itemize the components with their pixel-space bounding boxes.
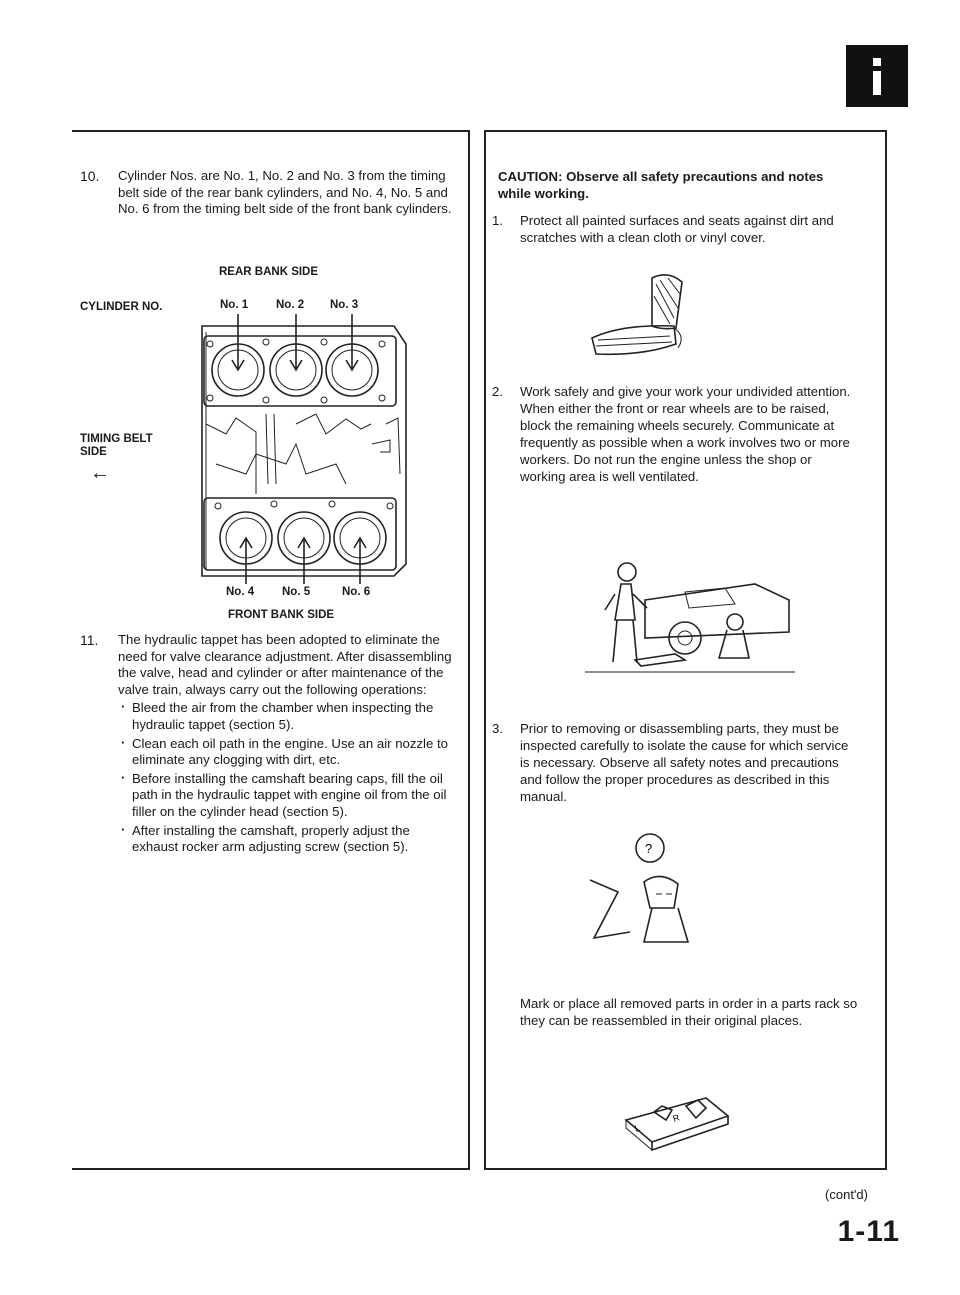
timing-belt-label: TIMING BELT xyxy=(80,433,153,445)
section-badge xyxy=(846,45,908,107)
right-step-2 xyxy=(492,383,858,485)
cyl-label-no1: No. 1 xyxy=(220,299,249,311)
right-step-3 xyxy=(492,720,858,805)
left-frame-edge xyxy=(468,130,470,1170)
step-text: The hydraulic tappet has been adopted to eliminate the need for valve clearance adjustment. After disassembling the valve, head and cylinder or after maintenance of the valve train, always carry out the following operations: xyxy=(118,632,452,697)
left-column xyxy=(80,168,458,218)
cylinder-no-label: CYLINDER NO. xyxy=(80,301,163,313)
mark-parts-note: Mark or place all removed parts in order in a parts rack so they can be reassembled in their original places. xyxy=(520,996,858,1028)
engine-block-diagram xyxy=(196,314,412,584)
right-column xyxy=(492,168,858,246)
caution-note: CAUTION: Observe all safety precautions and notes while working. xyxy=(498,169,824,201)
step-3 xyxy=(492,720,858,805)
continued-label: (cont'd) xyxy=(825,1187,868,1202)
question-mark-icon: ? xyxy=(645,841,653,856)
rack-label-r: R xyxy=(671,1112,681,1124)
left-top-rule xyxy=(72,130,470,132)
right-frame-left xyxy=(484,130,486,1170)
right-bottom-rule xyxy=(484,1168,887,1170)
right-top-rule xyxy=(484,130,887,132)
car-jack-illustration xyxy=(585,560,795,678)
rear-bank-label: REAR BANK SIDE xyxy=(219,266,319,278)
step-number: 2. xyxy=(492,384,503,399)
front-bank-label: FRONT BANK SIDE xyxy=(228,609,335,621)
list-item: · Clean each oil path in the engine. Use an air nozzle to eliminate any clogging with dirt, etc. xyxy=(118,736,458,769)
step-11 xyxy=(80,632,458,856)
step-number: 11. xyxy=(80,632,99,648)
cyl-label-no4: No. 4 xyxy=(226,586,255,598)
step-text: Protect all painted surfaces and seats against dirt and scratches with a clean cloth or vinyl cover. xyxy=(520,213,834,245)
cyl-label-no3: No. 3 xyxy=(330,299,359,311)
direction-arrow-icon: ← xyxy=(90,462,110,484)
parts-rack-illustration xyxy=(622,1090,732,1154)
seat-cover-illustration xyxy=(582,268,712,368)
right-frame-right xyxy=(885,130,887,1170)
left-bottom-rule xyxy=(72,1168,470,1170)
list-item: · After installing the camshaft, properly adjust the exhaust rocker arm adjusting screw (section 5). xyxy=(118,823,458,856)
step-number: 3. xyxy=(492,721,503,736)
step-1 xyxy=(492,212,858,246)
step-text: Prior to removing or disassembling parts, they must be inspected carefully to isolate the cause for which service is necessary. Observe all safety notes and precautions and follow the proper procedures as described in this manual. xyxy=(520,721,849,804)
mechanic-question-illustration xyxy=(590,832,740,964)
rack-label-l: L xyxy=(633,1122,642,1134)
list-item: · Before installing the camshaft bearing caps, fill the oil path in the hydraulic tappet with engine oil from the oil filler on the cylinder head (section 5). xyxy=(118,771,458,821)
cyl-label-no2: No. 2 xyxy=(276,299,305,311)
step-number: 1. xyxy=(492,213,503,228)
bullet-list xyxy=(118,700,458,855)
cyl-label-no5: No. 5 xyxy=(282,586,311,598)
step-text: Cylinder Nos. are No. 1, No. 2 and No. 3 from the timing belt side of the rear bank cylinders, and No. 4, No. 5 and No. 6 from the timing belt side of the front bank cylinders. xyxy=(118,168,452,217)
left-column-lower xyxy=(80,632,458,858)
page-number: 1-11 xyxy=(837,1215,900,1248)
list-item: · Bleed the air from the chamber when inspecting the hydraulic tappet (section 5). xyxy=(118,700,458,733)
step-number: 10. xyxy=(80,168,100,184)
step-10 xyxy=(80,168,458,218)
cyl-label-no6: No. 6 xyxy=(342,586,371,598)
info-icon xyxy=(846,45,908,107)
step-2 xyxy=(492,383,858,485)
timing-belt-side-label: SIDE xyxy=(80,446,107,458)
step-text: Work safely and give your work your undivided attention. When either the front or rear wheels are to be raised, block the remaining wheels securely. Communicate at frequently as possible when a work involves two or more workers. Do not run the engine unless the shop or working area is well ventilated. xyxy=(520,384,851,484)
